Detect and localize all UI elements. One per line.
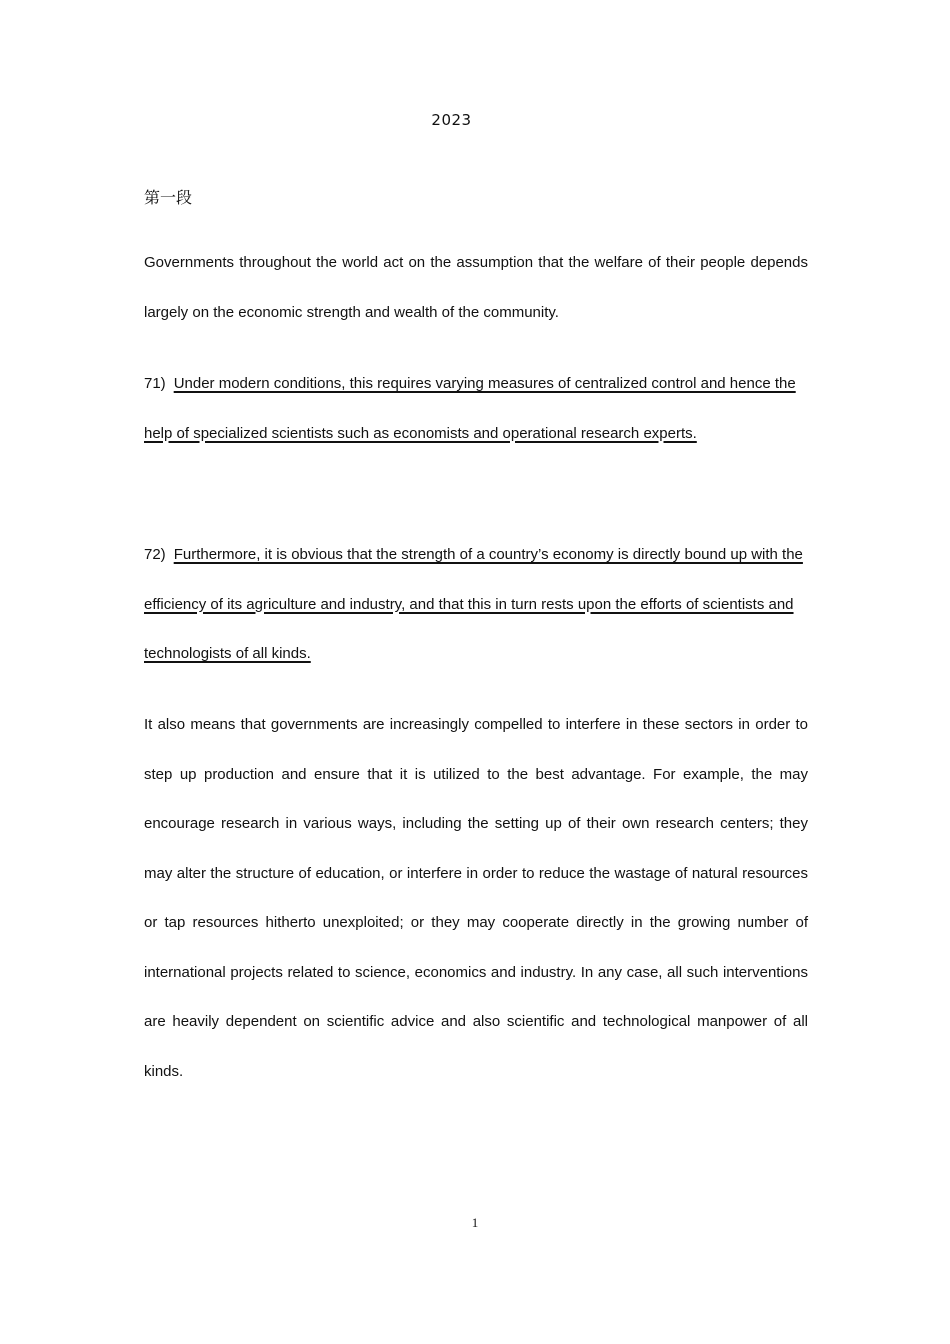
question-71-text: Under modern conditions, this requires varying measures of centralized control and hence the help of specialized scientists such as economists and operational research experts. <box>144 375 796 442</box>
question-72-text: Furthermore, it is obvious that the strength of a country’s economy is directly bound up with the efficiency of its agriculture and industry, and that this in turn rests upon the efforts of scientists and technologists of all kinds. <box>144 546 803 662</box>
document-year-heading: 2023 <box>431 111 472 129</box>
question-71-number: 71) <box>144 375 166 392</box>
question-71-paragraph <box>144 359 808 458</box>
intro-paragraph: Governments throughout the world act on the assumption that the welfare of their people depends largely on the economic strength and wealth of the community. <box>144 254 808 321</box>
question-72-number: 72) <box>144 546 166 563</box>
question-72-paragraph <box>144 530 808 679</box>
body-paragraph: It also means that governments are increasingly compelled to interfere in these sectors in order to step up production and ensure that it is utilized to the best advantage. For example, the may encourage research in various ways, including the setting up of their own research centers; they may alter the structure of education, or interfere in order to reduce the wastage of natural resources or tap resources hitherto unexploited; or they may cooperate directly in the growing number of international projects related to science, economics and industry. In any case, all such interventions are heavily dependent on scientific advice and also scientific and technological manpower of all kinds. <box>144 716 808 1080</box>
page-number: 1 <box>471 1215 479 1230</box>
section-label: 第一段 <box>144 188 193 207</box>
